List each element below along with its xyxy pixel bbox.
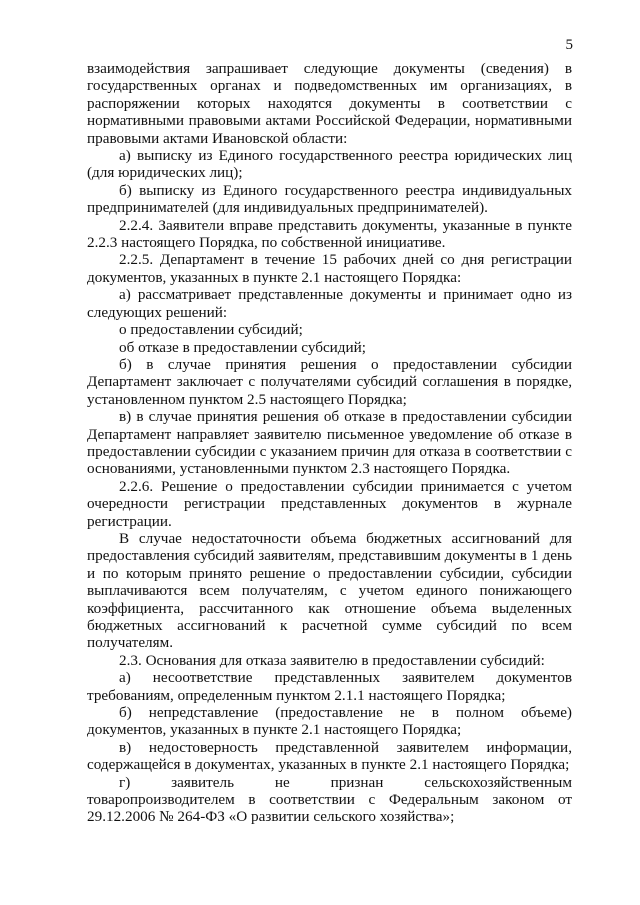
paragraph: взаимодействия запрашивает следующие документы (сведения) в государственных органах и подведомственных им организациях, в распоряжении которых находятся документы в соответствии с нормативными правовыми актами Российской Федерации, нормативными правовыми актами Ивановской области: [87, 60, 572, 147]
paragraph: б) выписку из Единого государственного реестра индивидуальных предпринимателей (для индивидуальных предпринимателей). [87, 181, 572, 217]
paragraph: 2.2.5. Департамент в течение 15 рабочих дней со дня регистрации документов, указанных в пункте 2.1 настоящего Порядка: [87, 251, 572, 286]
document-body [87, 60, 572, 826]
paragraph: в) в случае принятия решения об отказе в предоставлении субсидии Департамент направляет заявителю письменное уведомление об отказе в предоставлении субсидии с указанием причин для отказа в соответствии с основаниями, установленными пунктом 2.3 настоящего Порядка. [87, 408, 572, 478]
paragraph: а) несоответствие представленных заявителем документов требованиям, определенным пунктом 2.1.1 настоящего Порядка; [87, 669, 572, 704]
paragraph: б) непредставление (предоставление не в полном объеме) документов, указанных в пункте 2.1 настоящего Порядка; [87, 704, 572, 739]
paragraph: в) недостоверность представленной заявителем информации, содержащейся в документах, указанных в пункте 2.1 настоящего Порядка; [87, 738, 572, 774]
paragraph: а) рассматривает представленные документы и принимает одно из следующих решений: [87, 286, 572, 321]
paragraph: г) заявитель не признан сельскохозяйственным товаропроизводителем в соответствии с Федеральным законом от 29.12.2006 № 264-ФЗ «О развитии сельского хозяйства»; [87, 773, 572, 826]
paragraph: об отказе в предоставлении субсидий; [119, 338, 367, 356]
paragraph: о предоставлении субсидий; [119, 321, 303, 339]
paragraph: б) в случае принятия решения о предоставлении субсидии Департамент заключает с получателями субсидий соглашения в порядке, установленном пунктом 2.5 настоящего Порядка; [87, 355, 572, 408]
paragraph: 2.2.6. Решение о предоставлении субсидии принимается с учетом очередности регистрации представленных документов в журнале регистрации. [87, 477, 572, 530]
paragraph: 2.3. Основания для отказа заявителю в предоставлении субсидий: [119, 651, 545, 669]
paragraph: В случае недостаточности объема бюджетных ассигнований для предоставления субсидий заявителям, представившим документы в 1 день и по которым принято решение о предоставлении субсидии, субсидии выплачиваются всем получателям, с учетом единого понижающего коэффициента, рассчитанного как отношение объема выделенных бюджетных ассигнований к расчетной сумме субсидий по всем получателям. [87, 529, 572, 652]
paragraph: а) выписку из Единого государственного реестра юридических лиц (для юридических лиц); [87, 147, 572, 182]
paragraph: 2.2.4. Заявители вправе представить документы, указанные в пункте 2.2.3 настоящего Порядка, по собственной инициативе. [87, 216, 572, 252]
page-number: 5 [565, 37, 573, 53]
